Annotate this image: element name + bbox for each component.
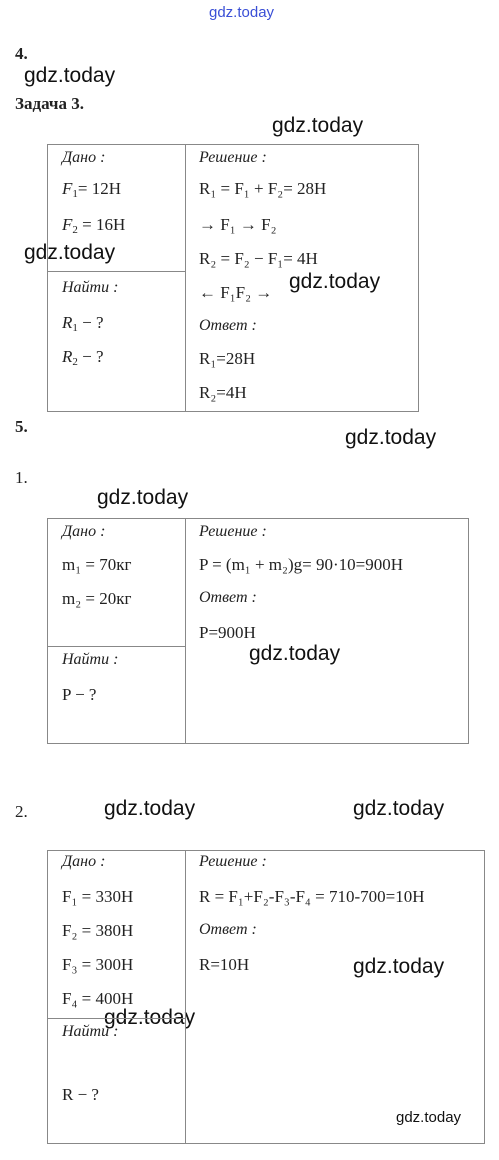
solution-table-problem1: [47, 518, 469, 744]
given-line: m₂ = 20кг: [62, 589, 132, 608]
solution-header: Решение :: [199, 523, 267, 540]
solution-line: R = F₁+F₂-F₃-F₄ = 710-700=10Н: [199, 887, 425, 906]
watermark: gdz.today: [24, 241, 116, 264]
watermark: gdz.today: [289, 270, 381, 293]
answer-header: Ответ :: [199, 921, 257, 938]
solution-header: Решение :: [199, 149, 267, 166]
given-header: Дано :: [62, 523, 106, 540]
given-line: F₃ = 300Н: [62, 955, 134, 974]
solution-table-task3: [47, 144, 419, 412]
answer-line: R=10Н: [199, 955, 250, 974]
given-f2: $F_2 = 16Н$: [62, 215, 126, 236]
watermark: gdz.today: [353, 955, 445, 978]
section-number: 4.: [15, 44, 28, 63]
watermark: gdz.today: [104, 1006, 196, 1029]
solution-line: R₂ = F₂ − F₁= 4Н: [199, 249, 318, 268]
find-r1: $R_1$ − ?: [62, 313, 104, 334]
watermark: gdz.today: [209, 4, 275, 21]
watermark: gdz.today: [249, 642, 341, 665]
find-header: Найти :: [62, 279, 119, 296]
watermark: gdz.today: [353, 797, 445, 820]
find-header: Найти :: [62, 651, 119, 668]
answer-header: Ответ :: [199, 317, 257, 334]
task-title: Задача 3.: [15, 94, 84, 113]
given-line: F₂ = 380Н: [62, 921, 134, 940]
find-header: Найти :: [62, 1023, 119, 1040]
problem-number: 2.: [15, 802, 28, 821]
answer-line: P=900Н: [199, 623, 256, 642]
given-line: F₄ = 400Н: [62, 989, 134, 1008]
answer-line: R₂=4Н: [199, 383, 247, 402]
watermark: gdz.today: [104, 797, 196, 820]
section-number: 5.: [15, 417, 28, 436]
given-line: F₁ = 330Н: [62, 887, 134, 906]
solution-line: ← F₁F₂ →: [199, 283, 273, 302]
given-line: m₁ = 70кг: [62, 555, 132, 574]
answer-line: R₁=28Н: [199, 349, 256, 368]
watermark: gdz.today: [24, 64, 116, 87]
watermark: gdz.today: [272, 114, 364, 137]
solution-table-problem2: [47, 850, 485, 1144]
given-header: Дано :: [62, 149, 106, 166]
solution-line: P = (m₁ + m₂)g= 90·10=900Н: [199, 555, 403, 574]
solution-line: → F₁ → F₂: [199, 215, 277, 234]
watermark: gdz.today: [97, 486, 189, 509]
watermark: gdz.today: [396, 1109, 462, 1126]
find-r2: $R_2$ − ?: [62, 347, 104, 368]
find-line: R − ?: [62, 1085, 99, 1104]
problem-number: 1.: [15, 468, 28, 487]
solution-line: R₁ = F₁ + F₂= 28Н: [199, 179, 327, 198]
solution-header: Решение :: [199, 853, 267, 870]
answer-header: Ответ :: [199, 589, 257, 606]
watermark: gdz.today: [345, 426, 437, 449]
given-header: Дано :: [62, 853, 106, 870]
find-line: P − ?: [62, 685, 97, 704]
given-f1: $F_1= 12Н$: [62, 179, 122, 200]
